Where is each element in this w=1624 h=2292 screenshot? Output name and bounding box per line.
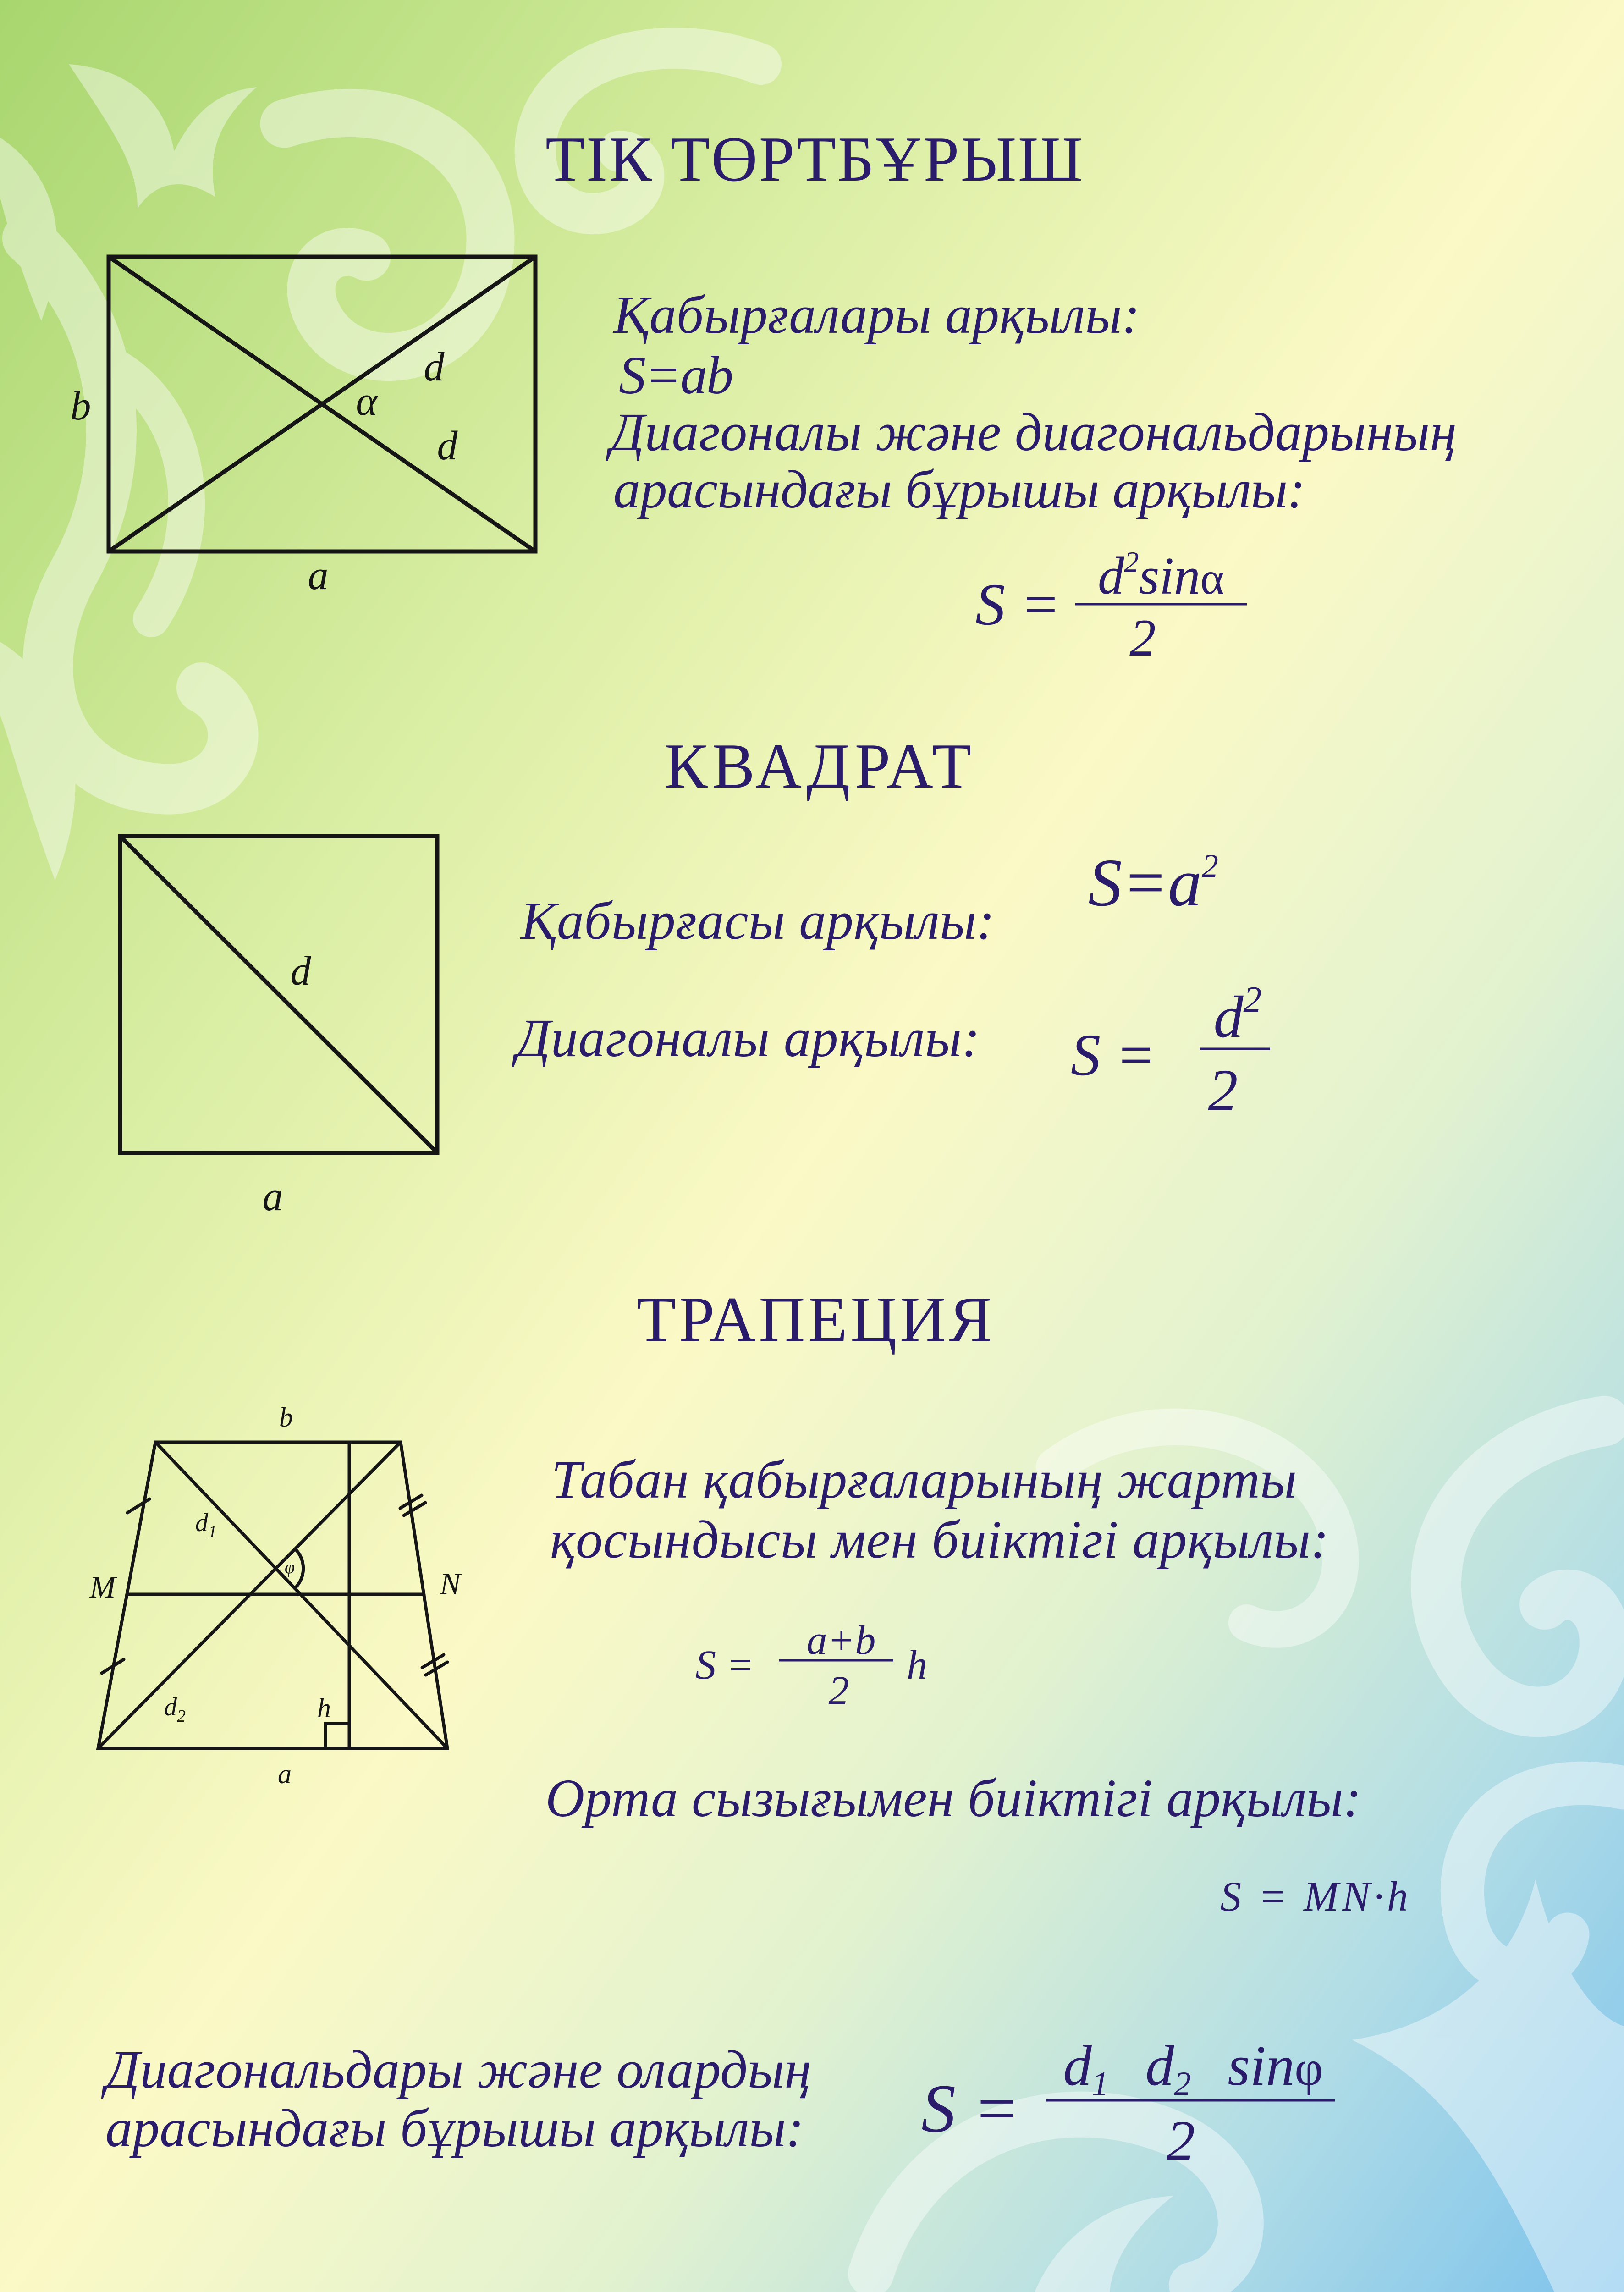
numerator-function: sin xyxy=(1228,2034,1295,2098)
rectangle-formula-by-sides: S=ab xyxy=(619,345,733,405)
numerator-exponent: 2 xyxy=(1243,980,1262,1020)
square-caption-by-side: Қабырғасы арқылы: xyxy=(521,891,995,951)
formula-lhs: S = xyxy=(921,2071,1019,2147)
numerator-exponent: 2 xyxy=(1124,545,1139,578)
numerator-d1: d xyxy=(1063,2034,1092,2098)
formula-factor: h xyxy=(907,1642,927,1688)
square-label-d: d xyxy=(290,948,311,994)
rectangle-label-d-lower: d xyxy=(437,423,458,468)
rectangle-label-alpha: α xyxy=(356,379,378,424)
formula-denominator: 2 xyxy=(1208,1058,1238,1124)
rectangle-label-a: a xyxy=(308,553,329,598)
trapezoid-caption-diagonals-line1: Диагональдары және олардың xyxy=(105,2039,811,2099)
label-index: 1 xyxy=(208,1522,217,1542)
trapezoid-label-b: b xyxy=(279,1402,293,1432)
trapezoid-label-h: h xyxy=(317,1693,331,1723)
formula-lhs: S = xyxy=(1071,1022,1156,1088)
formula-lhs: S = xyxy=(975,572,1061,638)
formula-base: S=a xyxy=(1088,845,1202,920)
formula-lhs: S = xyxy=(695,1642,754,1688)
trapezoid-caption-midline: Орта сызығымен биіктігі арқылы: xyxy=(545,1768,1361,1828)
label-index: 2 xyxy=(177,1707,186,1726)
section-title-square: КВАДРАТ xyxy=(665,731,971,802)
rectangle-caption-by-sides: Қабырғалары арқылы: xyxy=(613,285,1140,345)
trapezoid-label-a: a xyxy=(278,1759,292,1789)
square-caption-by-diagonal: Диагоналы арқылы: xyxy=(516,1008,980,1068)
square-formula-by-side xyxy=(1088,845,1218,920)
trapezoid-label-m: M xyxy=(89,1570,116,1604)
trapezoid-caption-diagonals-line2: арасындағы бұрышы арқылы: xyxy=(105,2098,804,2158)
numerator-d2: d xyxy=(1145,2034,1174,2098)
formula-numerator: a+b xyxy=(806,1618,876,1663)
trapezoid-caption-bases-line2: қосындысы мен биіктігі арқылы: xyxy=(550,1510,1329,1570)
numerator-angle: α xyxy=(1200,553,1225,604)
trapezoid-formula-midline: S = MN·h xyxy=(1220,1873,1408,1920)
numerator-d2-index: 2 xyxy=(1174,2065,1191,2103)
label-letter: d xyxy=(164,1693,177,1721)
trapezoid-label-phi: φ xyxy=(284,1557,295,1577)
rectangle-label-b: b xyxy=(70,383,91,429)
numerator-angle: φ xyxy=(1294,2041,1323,2096)
numerator-base: d xyxy=(1097,547,1124,605)
label-letter: d xyxy=(195,1509,208,1537)
section-title-rectangle: ТІК ТӨРТБҰРЫШ xyxy=(545,124,1083,195)
section-title-trapezoid: ТРАПЕЦИЯ xyxy=(637,1284,992,1355)
trapezoid-label-n: N xyxy=(440,1566,461,1601)
formula-numerator xyxy=(1098,545,1224,605)
square-label-a: a xyxy=(262,1174,283,1219)
numerator-d1-index: 1 xyxy=(1091,2065,1109,2103)
rectangle-caption-by-diagonals-line1: Диагоналы және диагональдарының xyxy=(610,402,1457,462)
formula-exponent: 2 xyxy=(1201,848,1218,884)
formula-denominator: 2 xyxy=(1166,2110,1195,2173)
formula-denominator: 2 xyxy=(828,1668,849,1713)
formula-denominator: 2 xyxy=(1129,609,1156,667)
rectangle-caption-by-diagonals-line2: арасындағы бұрышы арқылы: xyxy=(613,459,1305,519)
numerator-base: d xyxy=(1213,984,1244,1050)
trapezoid-caption-bases-line1: Табан қабырғаларының жарты xyxy=(551,1449,1297,1510)
rectangle-label-d-upper: d xyxy=(424,344,445,390)
numerator-function: sin xyxy=(1139,547,1200,605)
